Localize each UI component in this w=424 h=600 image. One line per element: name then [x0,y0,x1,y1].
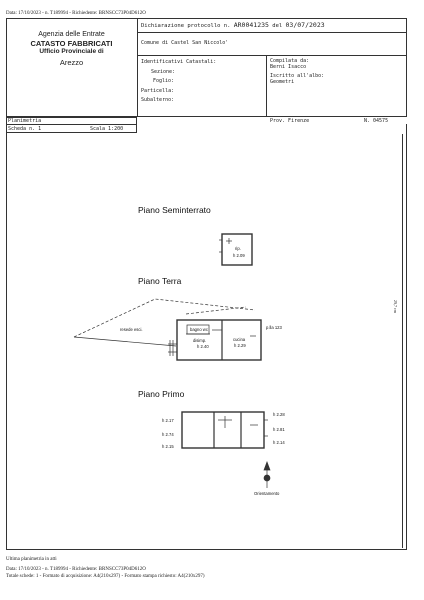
resede-label: resede esci. [120,327,143,332]
planimetria-title: Planimetria [8,118,42,124]
plla-label: p.lla 123 [266,325,282,330]
declaration-date: 03/07/2023 [285,21,325,29]
height-215: h 2.15 [162,444,174,449]
albo-value: Geometri [270,79,295,85]
foglio-label: Foglio: [153,78,175,84]
declaration-number: AR0041235 [233,21,269,29]
height-281: h 2.81 [273,427,285,432]
orientamento-label: Orientamento [254,491,280,496]
office-line4: Arezzo [59,58,84,67]
room-cucina-height: h 2.29 [234,343,246,348]
declaration-del: del [272,23,283,29]
floor-title-terra: Piano Terra [138,276,182,286]
identifiers-title: Identificativi Catastali: [141,59,217,65]
height-214: h 2.14 [273,440,285,445]
scheda-label: Scheda n. 1 [8,126,42,132]
room-cucina: cucina [233,337,246,342]
height-274: h 2.74 [162,432,174,437]
compiler-name: Berni Isacco [270,64,307,70]
height-228: h 2.28 [273,412,285,417]
plan-primo [182,412,268,448]
prov-label: Prov. Firenze [270,118,310,124]
office-line1: Agenzia delle Entrate [38,31,105,38]
comune: Comune di Castel San Niccolo' [141,40,229,46]
top-line: Data: 17/10/2023 - n. T189994 - Richiedente: BRNSCC73P04D612O [6,11,146,16]
office-line3: Ufficio Provinciale di [39,48,104,55]
room-disimp: disimp. [193,338,207,343]
subalterno-label: Subalterno: [141,97,175,103]
footer-line2: Totale schede: 1 - Formato di acquisizione: A4(210x297) - Formato stampa richiesto: A4(210x297) [6,574,205,579]
plan-terra [74,299,261,360]
floor-title-primo: Piano Primo [138,389,185,399]
footer-line1: Data: 17/10/2023 - n. T189994 - Richiedente: BRNSCC73P04D612O [6,567,146,572]
room-disimp-height: h 2.40 [197,344,209,349]
room-rip-height: h 2.09 [233,253,245,258]
particella-label: Particella: [141,87,175,94]
side-measure: 29,7 cm [393,300,398,313]
compiler-label: Compilata da: [270,58,310,64]
albo-label: Iscritto all'albo: [270,73,325,79]
sezione-label: Sezione: [151,68,176,75]
room-bagno: bagno wc [190,327,208,332]
compass-icon [264,462,270,488]
scala-label: Scala 1:200 [90,126,124,132]
room-rip: rip. [235,246,241,251]
office-line2: CATASTO FABBRICATI [30,39,113,48]
footer-ultima: Ultima planimetria in atti [6,557,57,562]
declaration-label: Dichiarazione protocollo n. [141,23,231,29]
height-217: h 2.17 [162,418,174,423]
floor-title-seminterrato: Piano Seminterrato [138,205,211,215]
registration-number: N. 04575 [364,118,389,124]
